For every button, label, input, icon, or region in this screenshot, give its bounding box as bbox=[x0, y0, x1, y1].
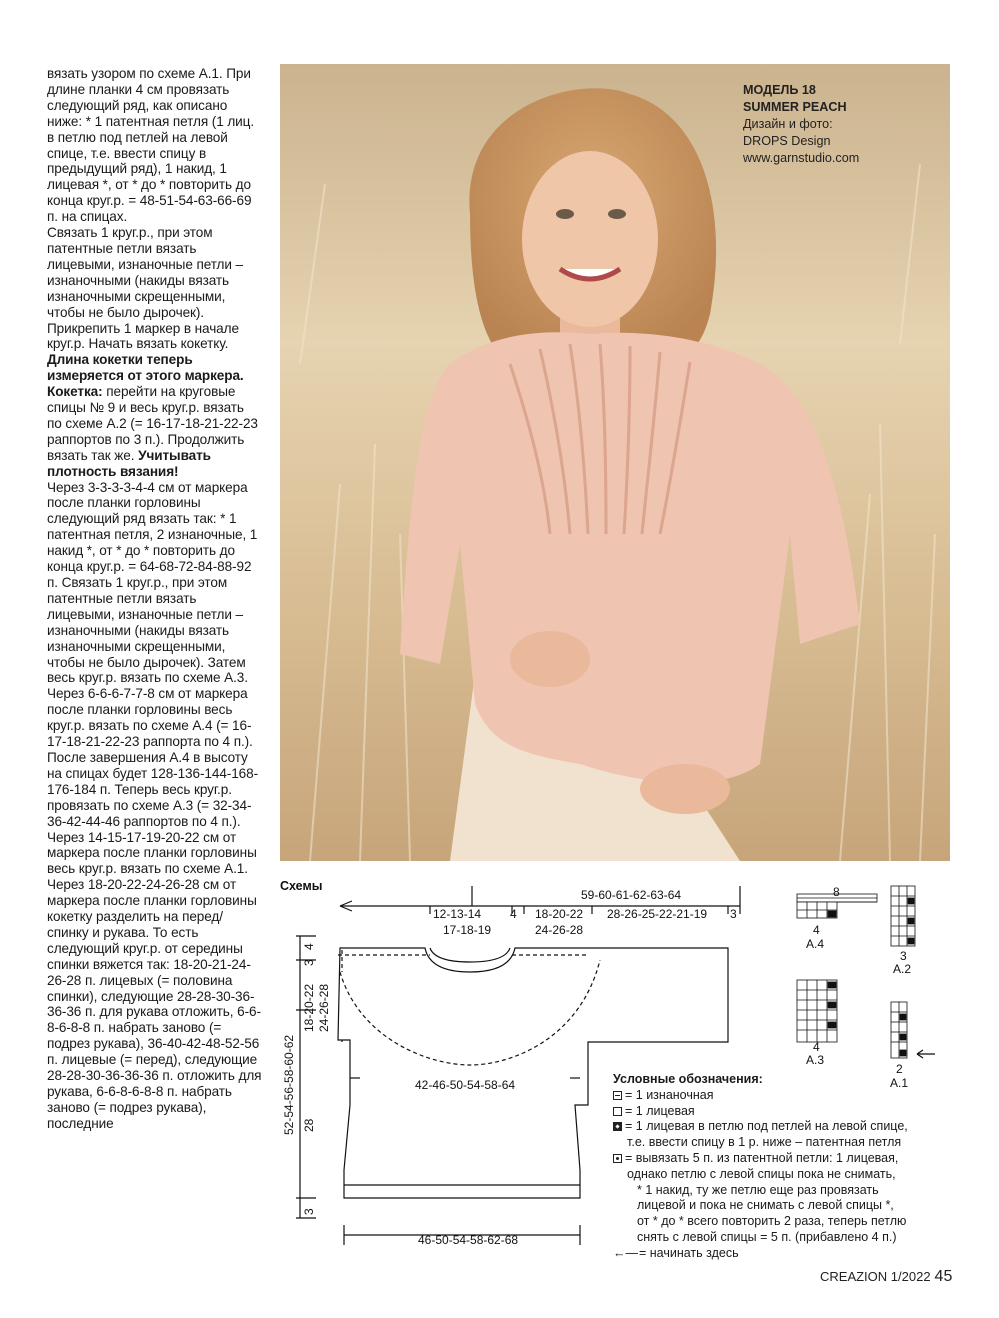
photo-credits bbox=[743, 82, 859, 167]
paragraph: Через 18-20-22-24-26-28 см от маркера после планки горловины кокетку разделить на перед/спинку и рукава. То есть следующий круг.р. от середины спинки вяжется так: 18-20-21-24-26-28 п. лицевых (= половина спинки), следующие 28-28-30-36-36-36 п. для рукава отложить, 6-6-8-6-8-8 п. набрать заново (= подрез рукава), 36-40-42-48-52-56 п. лицевые (= перед), следующие 28-28-30-36-36-36 п. отложить для рукава, 6-6-8-6-8-8 п. набрать заново (= подрез рукава), последние bbox=[47, 877, 262, 1131]
legend-text: = 1 лицевая bbox=[625, 1103, 695, 1118]
design-label: Дизайн и фото: bbox=[743, 117, 833, 131]
legend-patent bbox=[613, 1119, 958, 1135]
neck-width-label-b: 17-18-19 bbox=[443, 923, 492, 937]
shoulder-label-b: 24-26-28 bbox=[535, 923, 584, 937]
article-text-column bbox=[47, 66, 262, 1132]
v-label-hem: 3 bbox=[302, 1208, 316, 1215]
brand: DROPS Design bbox=[743, 134, 831, 148]
page-number: 45 bbox=[934, 1268, 953, 1285]
model-photo bbox=[280, 64, 950, 861]
v-label-3: 3 bbox=[302, 959, 316, 966]
paragraph: Через 6-6-6-7-7-8 см от маркера после планки горловины весь круг.р. вязать по схеме А.4 (= 16-17-18-21-22-23 раппорта по 4 п.). После завершения А.4 в высоту на спицах будет 128-136-144-168-176-184 п. Теперь весь круг.р. провязать по схеме А.3 (= 32-34-36-42-44-46 раппортов по 4 п.). bbox=[47, 686, 259, 829]
chart-a2-repeat: 3 bbox=[900, 949, 907, 963]
legend-knit bbox=[613, 1104, 958, 1120]
paragraph bbox=[47, 384, 262, 479]
legend-text: = вывязать 5 п. из патентной петли: 1 лицевая, bbox=[625, 1150, 899, 1165]
v-label-total: 52-54-56-58-60-62 bbox=[282, 1034, 296, 1135]
legend-text: = 1 изнаночная bbox=[625, 1087, 714, 1102]
neck-width-label-a: 12-13-14 bbox=[433, 907, 482, 921]
legend bbox=[613, 1072, 958, 1262]
chart-a3-label: A.3 bbox=[806, 1053, 825, 1067]
schemes-title: Схемы bbox=[280, 879, 323, 893]
neck-4-label: 4 bbox=[510, 907, 517, 921]
legend-title: Условные обозначения: bbox=[613, 1072, 763, 1086]
chart-a1 bbox=[891, 1002, 907, 1058]
chart-a4-width: 8 bbox=[833, 885, 840, 899]
bold-text: Длина кокетки теперь измеряется от этого маркера. bbox=[47, 352, 244, 384]
model-number: МОДЕЛЬ 18 bbox=[743, 83, 816, 97]
chart-a1-label: A.1 bbox=[890, 1076, 909, 1090]
chart-a2-label: A.2 bbox=[893, 962, 912, 976]
legend-increase-cont: однако петлю с левой спицы пока не снимать, bbox=[627, 1166, 896, 1181]
legend-start bbox=[613, 1246, 958, 1262]
legend-text: = начинать здесь bbox=[639, 1245, 739, 1260]
text: перейти на круговые спицы № 9 и весь круг.р. вязать по схеме А.2 (= 16-17-18-21-22-23 раппортов по 3 п.). Продолжить вязать так же. bbox=[47, 384, 258, 463]
patent-stitch-icon bbox=[613, 1122, 622, 1131]
paragraph: Через 14-15-17-19-20-22 см от маркера после планки горловины весь круг.р. вязать по схеме А.1. bbox=[47, 829, 257, 877]
legend-increase bbox=[613, 1151, 958, 1167]
start-arrow-icon bbox=[917, 1050, 935, 1058]
hem-width-label: 46-50-54-58-62-68 bbox=[418, 1233, 519, 1247]
chart-a4-repeat: 4 bbox=[813, 923, 820, 937]
bold-text: Учитывать плотность вязания! bbox=[47, 447, 211, 479]
v-label-yoke-a: 18-20-22 bbox=[302, 983, 316, 1032]
paragraph bbox=[47, 225, 262, 384]
legend-increase-cont: * 1 накид, ту же петлю еще раз провязать bbox=[637, 1182, 879, 1197]
chart-a4-label: A.4 bbox=[806, 937, 825, 951]
chart-a3-repeat: 4 bbox=[813, 1040, 820, 1054]
chest-width-label: 42-46-50-54-58-64 bbox=[415, 1078, 516, 1092]
v-label-body: 28 bbox=[302, 1118, 316, 1132]
legend-increase-cont: от * до * всего повторить 2 раза, теперь петлю bbox=[637, 1214, 907, 1229]
photo-illustration bbox=[280, 64, 950, 861]
model-name: SUMMER PEACH bbox=[743, 100, 847, 114]
chart-a1-repeat: 2 bbox=[896, 1062, 903, 1076]
paragraph: вязать узором по схеме А.1. При длине планки 4 см провязать следующий ряд, как описано ниже: * 1 патентная петля (1 лиц. в петлю под петлей на левой спице, т.е. ввести спицу в предыдущий ряд), 1 накид, 1 лицевая *, от * до * повторить до конца круг.р. = 48-51-54-63-66-69 п. на спицах. bbox=[47, 66, 255, 225]
v-label-4: 4 bbox=[302, 943, 316, 950]
website: www.garnstudio.com bbox=[743, 151, 860, 165]
legend-patent-cont: т.е. ввести спицу в 1 р. ниже – патентная петля bbox=[627, 1135, 902, 1150]
page-footer bbox=[820, 1268, 952, 1286]
bold-text: Кокетка: bbox=[47, 384, 103, 400]
cuff-label: 3 bbox=[730, 907, 737, 921]
issue-label: CREAZION 1/2022 bbox=[820, 1269, 931, 1284]
paragraph: Через 3-3-3-3-4-4 см от маркера после планки горловины следующий ряд вязать так: * 1 патентная петля, 2 изнаночные, 1 накид *, от * до * повторить до конца круг.р. = 64-68-72-84-88-92 п. Связать 1 круг.р., при этом патентные петли вязать лицевыми, изнаночные петли – изнаночными (накиды вязать изнаночными скрещенными, чтобы не было дырочек). Затем весь круг.р. вязать по схеме А.3. bbox=[47, 479, 258, 686]
legend-purl bbox=[613, 1088, 958, 1104]
knit-symbol-icon bbox=[613, 1107, 622, 1116]
chart-a2 bbox=[891, 886, 915, 946]
shoulder-label-a: 18-20-22 bbox=[535, 907, 584, 921]
text: Связать 1 круг.р., при этом патентные петли вязать лицевыми, изнаночные петли – изнаночными (накиды вязать изнаночными скрещенными, чтобы не было дырочек). Прикрепить 1 маркер в начале круг.р. Начать вязать кокетку. bbox=[47, 225, 244, 352]
chart-a3 bbox=[797, 980, 837, 1042]
legend-increase-cont: лицевой и пока не снимать с левой спицы *, bbox=[637, 1198, 894, 1213]
legend-text: = 1 лицевая в петлю под петлей на левой спице, bbox=[625, 1119, 908, 1134]
v-label-yoke-b: 24-26-28 bbox=[317, 983, 331, 1032]
purl-symbol-icon bbox=[613, 1091, 622, 1100]
start-arrow-icon: ←— bbox=[613, 1245, 638, 1260]
legend-increase-cont: снять с левой спицы = 5 п. (прибавлено 4 п.) bbox=[637, 1229, 897, 1244]
sleeve-length-label: 59-60-61-62-63-64 bbox=[581, 888, 682, 902]
increase-symbol-icon bbox=[613, 1154, 622, 1163]
sleeve-top-label: 28-26-25-22-21-19 bbox=[607, 907, 708, 921]
